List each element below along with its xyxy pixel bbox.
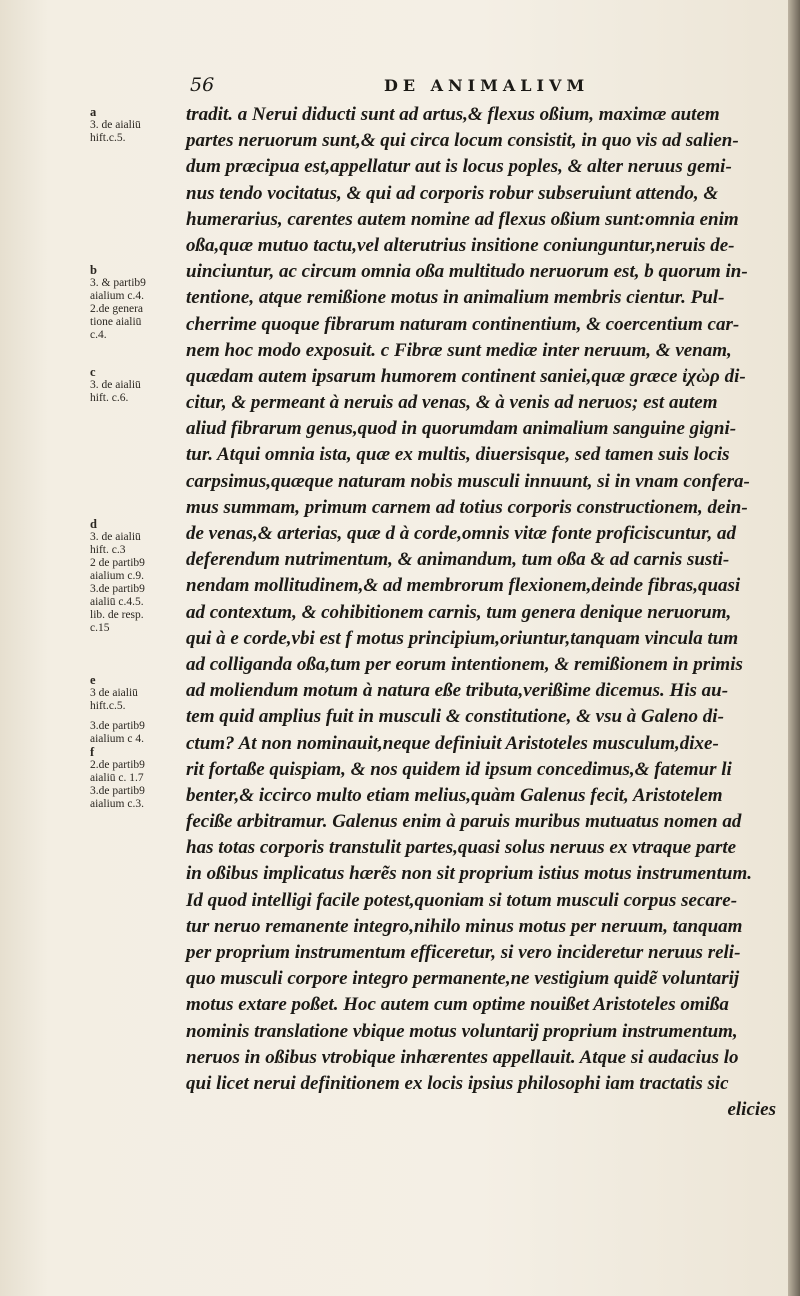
text-line: quo musculi corpore integro permanente,ne vestigium quidẽ voluntarij — [186, 968, 740, 990]
text-line: aliud fibrarum genus,quod in quorumdam animalium sanguine gigni- — [186, 418, 737, 440]
text-line: citur, & permeant à neruis ad venas, & à venis ad neruos; est autem — [186, 392, 718, 414]
margin-note-line: 3.de partib9 — [90, 583, 145, 595]
margin-note-line: b — [90, 263, 97, 277]
text-line: mus summam, primum carnem ad totius corporis constructionem, dein- — [186, 496, 748, 518]
margin-note-line: aialiū c. 1.7 — [90, 772, 144, 784]
margin-note-line: 3. de aialiū — [90, 531, 141, 543]
text-line: per proprium instrumentum efficeretur, si vero incideretur neruus reli- — [186, 942, 741, 963]
margin-note-line: hift. c.6. — [90, 392, 129, 404]
text-line: motus extare poßet. Hoc autem cum optime nouißet Aristoteles omißa — [186, 994, 729, 1016]
text-line: cherrime quoque fibrarum naturam continentium, & coercentium car- — [186, 313, 740, 335]
running-title: DE ANIMALIVM — [384, 76, 590, 95]
text-line: nus tendo vocitatus, & qui ad corporis robur subseruiunt attendo, & — [186, 182, 719, 204]
margin-note-line: f — [90, 745, 95, 759]
text-line: quædam autem ipsarum humorem continent saniei,quæ græce ἰχὼρ di- — [186, 365, 746, 387]
page-number: 56 — [190, 74, 215, 96]
margin-note — [90, 264, 146, 342]
margin-note-line: 2 de partib9 — [90, 557, 145, 569]
text-line: qui licet nerui definitionem ex locis ipsius philosophi iam tractatis sic — [186, 1072, 729, 1094]
margin-note-line: c — [90, 365, 96, 379]
margin-note-line: 3.de partib9 — [90, 785, 145, 797]
margin-note-line: 3. & partib9 — [90, 277, 146, 289]
text-line: tradit. a Nerui diducti sunt ad artus,& flexus oßium, maximæ autem — [186, 104, 720, 125]
margin-note-line: aialium c.3. — [90, 798, 144, 810]
text-line: feciße arbitramur. Galenus enim à paruis muribus mutuatus nomen ad — [186, 811, 742, 833]
text-line: nominis translatione vbique motus voluntarij proprium instrumentum, — [186, 1020, 738, 1042]
margin-note — [90, 106, 141, 145]
text-line: dum præcipua est,appellatur aut is locus poples, & alter neruus gemi- — [186, 156, 732, 178]
text-line: qui à e corde,vbi est f motus principium,oriuntur,tanquam vincula tum — [186, 627, 739, 649]
main-text-block — [186, 102, 780, 1123]
text-line: tentione, atque remißione motus in animalium membris cientur. Pul- — [186, 287, 725, 309]
text-line: tur neruo remanente integro,nihilo minus motus per neruum, tanquam — [186, 915, 743, 937]
margin-note-line: c.4. — [90, 329, 107, 341]
margin-note-line: 2.de genera — [90, 303, 143, 315]
margin-note — [90, 366, 141, 405]
margin-note — [90, 518, 145, 635]
margin-note-line: 3.de partib9 — [90, 720, 145, 732]
margin-note-line: hift.c.5. — [90, 132, 126, 144]
text-line: Id quod intelligi facile potest,quoniam si totum musculi corpus secare- — [186, 889, 738, 911]
text-line: deferendum nutrimentum, & animandum, tum oßa & ad carnis susti- — [186, 549, 730, 571]
text-line: tem quid amplius fuit in musculi & constitutione, & vsu à Galeno di- — [186, 706, 724, 728]
text-line: neruos in oßibus vtrobique inhærentes appellauit. Atque si audacius lo — [186, 1046, 739, 1068]
margin-note-line: aialium c 4. — [90, 733, 144, 745]
margin-note-line: lib. de resp. — [90, 609, 144, 621]
margin-note — [90, 674, 138, 713]
margin-note-line: d — [90, 517, 97, 531]
catchword: elicies — [727, 1099, 776, 1121]
text-line: ad colliganda oßa,tum per eorum intentionem, & remißionem in primis — [186, 653, 743, 675]
text-line: tur. Atqui omnia ista, quæ ex multis, diuersisque, sed tamen suis locis — [186, 444, 730, 466]
margin-note-line: aialium c.4. — [90, 290, 144, 302]
text-line: de venas,& arterias, quæ d à corde,omnis vitæ fonte proficiscuntur, ad — [186, 523, 736, 544]
page-edge-shadow — [788, 0, 800, 1296]
margin-note-line: aialium c.9. — [90, 570, 144, 582]
text-line: oßa,quæ mutuo tactu,vel alterutrius insitione coniunguntur,neruis de- — [186, 234, 735, 256]
margin-note-line: 3. de aialiū — [90, 119, 141, 131]
margin-note-line: 3 de aialiū — [90, 687, 138, 699]
text-line: rit fortaße quispiam, & nos quidem id ipsum concedimus,& fatemur li — [186, 758, 732, 780]
margin-note-line: hift.c.5. — [90, 700, 126, 712]
text-line: ad contextum, & cohibitionem carnis, tum genera denique neruorum, — [186, 601, 732, 623]
margin-note-line: hift. c.3 — [90, 544, 126, 556]
text-line: partes neruorum sunt,& qui circa locum consistit, in quo vis ad salien- — [186, 130, 739, 152]
margin-note-line: e — [90, 673, 96, 687]
text-line: in oßibus implicatus hærẽs non sit proprium istius motus instrumentum. — [186, 863, 752, 885]
margin-note-line: a — [90, 105, 97, 119]
text-line: humerarius, carentes autem nomine ad flexus oßium sunt:omnia enim — [186, 208, 739, 230]
margin-note-line: 2.de partib9 — [90, 759, 145, 771]
text-line: ctum? At non nominauit,neque definiuit Aristoteles musculum,dixe- — [186, 732, 719, 754]
text-line: benter,& iccirco multo etiam melius,quàm Galenus fecit, Aristotelem — [186, 784, 723, 806]
running-head — [190, 74, 790, 98]
text-line: ad moliendum motum à natura eße tributa,verißime dicemus. His au- — [186, 680, 729, 702]
text-line: nem hoc modo exposuit. c Fibræ sunt mediæ inter neruum, & venam, — [186, 339, 732, 361]
text-line: uinciuntur, ac circum omnia oßa multitudo neruorum est, b quorum in- — [186, 261, 748, 283]
margin-note-line: c.15 — [90, 622, 110, 634]
text-line: has totas corporis transtulit partes,quasi solus neruus ex vtraque parte — [186, 837, 737, 859]
text-line: carpsimus,quæque naturam nobis musculi innuunt, si in vnam confera- — [186, 470, 750, 492]
margin-note-line: tione aialiū — [90, 316, 142, 328]
margin-note — [90, 720, 145, 811]
margin-note-line: aialiū c.4.5. — [90, 596, 144, 608]
margin-note-line: 3. de aialiū — [90, 379, 141, 391]
text-line: nendam mollitudinem,& ad membrorum flexionem,deinde fibras,quasi — [186, 575, 741, 597]
